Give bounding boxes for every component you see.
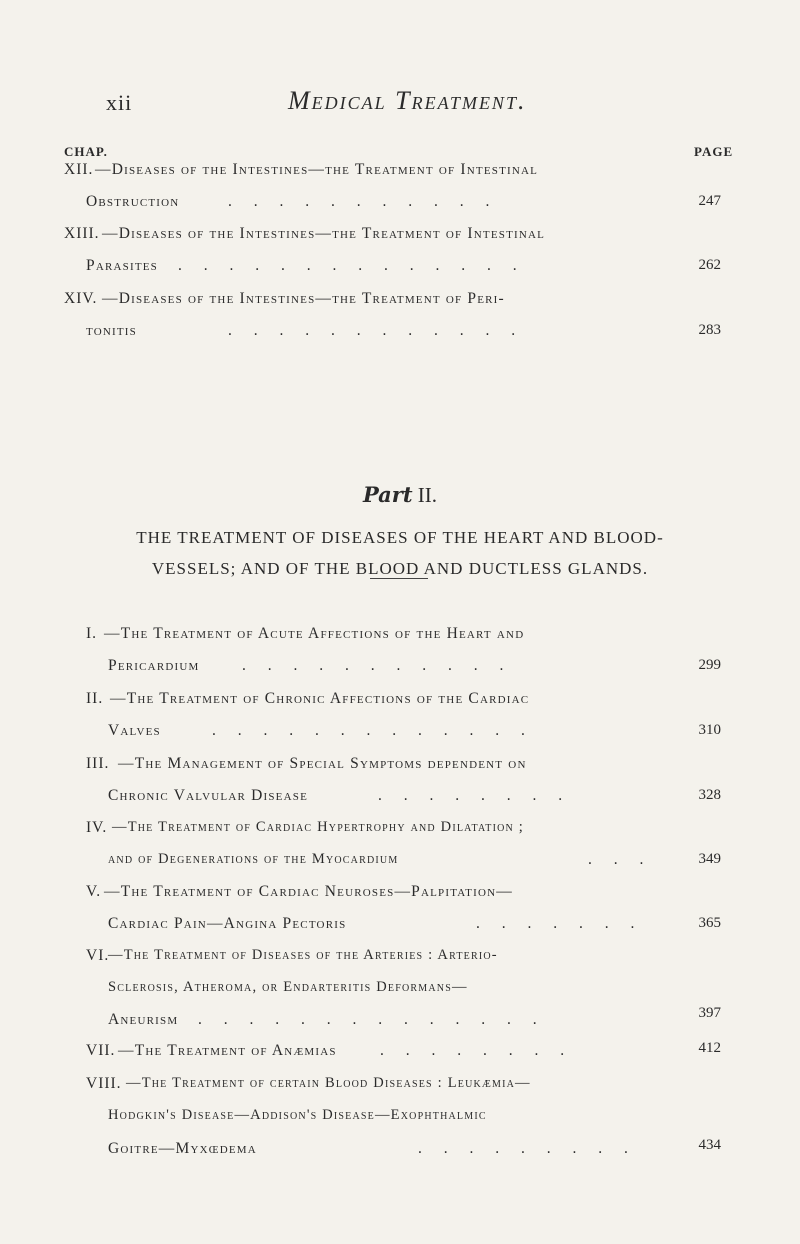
chapter-number: V. [86,883,102,900]
running-head [88,86,728,120]
page-ref: 365 [698,915,721,931]
chapter-title-line: Pericardium [108,657,200,674]
chapter-title-line: —The Treatment of certain Blood Diseases : Leukæmia— [126,1075,531,1091]
chapter-title-line: Cardiac Pain—Angina Pectoris [108,915,347,932]
chapter-title-line: and of Degenerations of the Myocardium [108,851,399,867]
page-ref: 434 [698,1137,721,1153]
leader-dots: . . . [588,851,653,868]
leader-dots: . . . . . . . . . . . . . [212,722,534,739]
chapter-title-line: —The Management of Special Symptoms dependent on [118,755,527,772]
leader-dots: . . . . . . . . . . . [228,193,499,210]
chapter-title-line: —The Treatment of Acute Affections of the Heart and [104,625,525,642]
chapter-title-line: —The Treatment of Cardiac Hypertrophy and Dilatation ; [112,819,525,835]
page-ref: 397 [698,1005,721,1021]
divider-rule [370,578,428,579]
chapter-number: XIII. [64,225,100,242]
page-ref: 262 [698,257,721,273]
page-ref: 412 [698,1040,721,1056]
chapter-number: II. [86,690,104,707]
leader-dots: . . . . . . . . . . . . [228,322,525,339]
part-heading-line: VESSELS; AND OF THE BLOOD AND DUCTLESS GLANDS. [151,559,649,578]
chapter-title-line: —Diseases of the Intestines—the Treatment of Intestinal [95,161,539,178]
chapter-title-line: —The Treatment of Cardiac Neuroses—Palpitation— [104,883,513,900]
part-numeral: II. [417,483,438,507]
chapter-title-line: Hodgkin's Disease—Addison's Disease—Exophthalmic [108,1107,487,1123]
part-label: Part [362,482,413,507]
page-number: xii [106,90,133,115]
part-title [0,482,800,508]
chapter-title-line: Goitre—Myxœdema [108,1140,257,1157]
leader-dots: . . . . . . . . . . . . . . [198,1011,546,1028]
chapter-number: I. [86,625,98,642]
chapter-title-line: Obstruction [86,193,180,210]
chapter-title-line: —Diseases of the Intestines—the Treatment of Peri- [102,290,505,307]
page-ref: 328 [698,787,721,803]
chapter-number: XII. [64,161,94,178]
chapter-title-line: tonitis [86,322,137,339]
chap-column-head: CHAP. [64,144,108,159]
chapter-title-line: Chronic Valvular Disease [108,787,308,804]
leader-dots: . . . . . . . . [378,787,572,804]
page-ref: 299 [698,657,721,673]
chapter-title-line: Sclerosis, Atheroma, or Endarteritis Deformans— [108,979,468,995]
page-ref: 247 [698,193,721,209]
chapter-number: VI. [86,947,110,964]
page-ref: 283 [698,322,721,338]
chapter-title-line: —The Treatment of Anæmias [118,1042,337,1059]
page-ref: 310 [698,722,721,738]
leader-dots: . . . . . . . . [380,1042,574,1059]
chapter-title-line: —Diseases of the Intestines—the Treatment of Intestinal [102,225,546,242]
page-ref: 349 [698,851,721,867]
page-column-head: PAGE [694,144,734,159]
leader-dots: . . . . . . . . . . . . . . [178,257,526,274]
chapter-title-line: Valves [108,722,161,739]
chapter-title-line: Aneurism [108,1011,179,1028]
chapter-number: III. [86,755,110,772]
leader-dots: . . . . . . . [476,915,644,932]
chapter-title-line: —The Treatment of Chronic Affections of the Cardiac [110,690,530,707]
chapter-number: VIII. [86,1075,122,1092]
part-heading-line: THE TREATMENT OF DISEASES OF THE HEART AND BLOOD- [136,528,664,547]
leader-dots: . . . . . . . . . . . [242,657,513,674]
chapter-number: XIV. [64,290,98,307]
chapter-number: IV. [86,819,108,836]
chapter-number: VII. [86,1042,116,1059]
leader-dots: . . . . . . . . . [418,1140,637,1157]
chapter-title-line: —The Treatment of Diseases of the Arteries : Arterio- [108,947,498,963]
running-title: Medical Treatment. [288,86,527,115]
chapter-title-line: Parasites [86,257,158,274]
